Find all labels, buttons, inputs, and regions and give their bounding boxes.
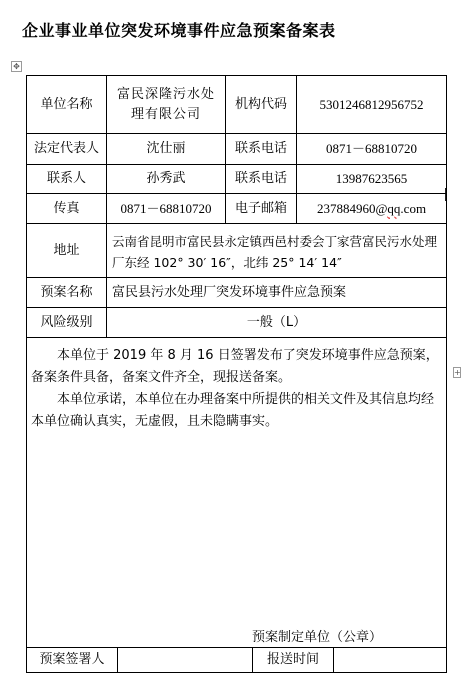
contact-phone-value: 13987623565 (335, 171, 408, 186)
email-tail: .com (400, 200, 427, 216)
risk-level-value: 一般（L） (246, 314, 307, 330)
email-label: 电子邮箱 (234, 200, 287, 216)
statement-paragraph-1: 本单位于 2019 年 8 月 16 日签署发布了突发环境事件应急预案，备案条件具备，备案文件齐全，现报送备案。 (31, 348, 439, 385)
legal-rep-value: 沈仕丽 (146, 141, 186, 156)
contact-phone-label: 联系电话 (234, 171, 287, 186)
contact-label: 联系人 (46, 171, 86, 186)
address-value: 云南省昆明市富民县永定镇西邑村委会丁家营富民污水处理厂东经 102° 30′ 16″，北纬 25° 14′ 14″ (112, 234, 438, 270)
org-code-value: 5301246812956752 (319, 96, 424, 112)
plan-name-value: 富民县污水处理厂突发环境事件应急预案 (112, 284, 347, 300)
table-move-handle-icon[interactable]: ✥ (11, 61, 22, 72)
fax-label: 传真 (53, 200, 80, 216)
document-title: 企业事业单位突发环境事件应急预案备案表 (22, 21, 336, 40)
table-border (26, 672, 447, 673)
legal-rep-phone-label: 联系电话 (234, 141, 287, 156)
legal-rep-label: 法定代表人 (33, 141, 99, 156)
issuing-unit-seal: 预案制定单位（公章） (252, 630, 383, 645)
add-column-plus-icon[interactable]: + (454, 368, 461, 377)
risk-level-label: 风险级别 (40, 314, 93, 330)
org-code-label: 机构代码 (234, 96, 287, 112)
submit-time-value[interactable] (334, 648, 446, 672)
signer-label: 预案签署人 (39, 652, 105, 667)
legal-rep-phone-value: 0871－68810720 (325, 141, 417, 156)
table-border (26, 337, 447, 338)
email-user: 237884960@ (316, 200, 388, 216)
unit-name-value: 富民深隆污水处理有限公司 (116, 86, 215, 122)
signer-value[interactable] (118, 648, 252, 672)
statement-paragraph-2: 本单位承诺，本单位在办理备案中所提供的相关文件及其信息均经本单位确认真实，无虚假，且未隐瞒事实。 (31, 392, 435, 429)
unit-name-label: 单位名称 (40, 96, 93, 112)
table-border (446, 75, 447, 673)
email-domain: qq (387, 200, 401, 216)
contact-value: 孙秀武 (146, 171, 186, 186)
statement-block (31, 345, 445, 433)
submit-time-label: 报送时间 (266, 652, 319, 667)
fax-value: 0871－68810720 (120, 200, 212, 216)
plan-name-label: 预案名称 (40, 284, 93, 300)
address-label: 地址 (53, 242, 80, 258)
email-value (297, 194, 446, 223)
